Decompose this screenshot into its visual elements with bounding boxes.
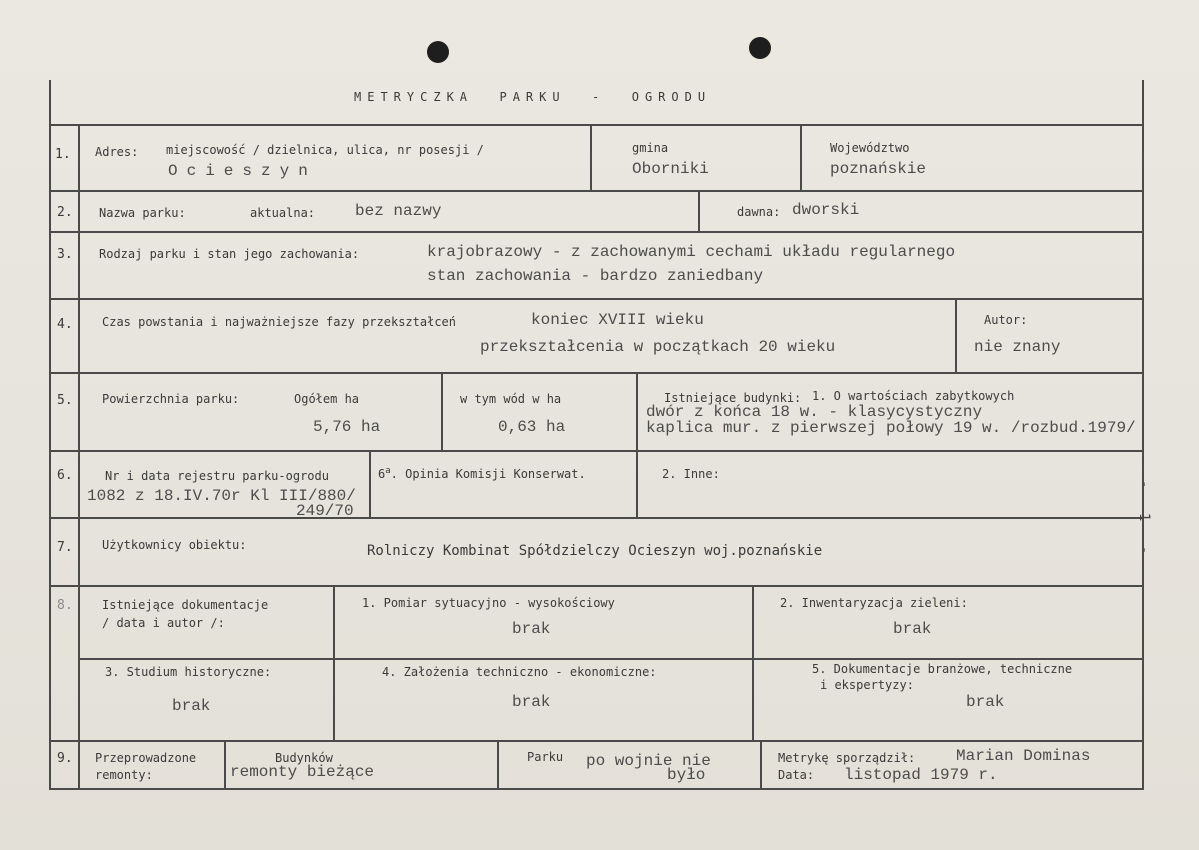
users-label: Użytkownicy obiektu: xyxy=(102,538,247,552)
buildings-historic-label: 1. O wartościach zabytkowych xyxy=(812,389,1015,403)
number-column-divider xyxy=(78,124,80,788)
building-chapel-value: kaplica mur. z pierwszej połowy 19 w. /rozbud.1979/ xyxy=(646,419,1136,437)
row-number: 4. xyxy=(57,317,73,332)
cell-divider xyxy=(752,585,754,740)
creation-time-value: koniec XVIII wieku xyxy=(531,311,704,329)
creation-time-label: Czas powstania i najważniejsze fazy przekształceń xyxy=(102,315,457,329)
park-name-label: Nazwa parku: xyxy=(99,206,186,220)
row-number: 2. xyxy=(57,205,73,220)
buildings-label: Istniejące budynki: xyxy=(664,391,802,405)
address-value: Ocieszyn xyxy=(168,162,317,180)
total-area-value: 5,76 ha xyxy=(313,418,381,436)
building-manor-value: dwór z końca 18 w. - klasycystyczny xyxy=(646,403,983,421)
address-label: Adres: xyxy=(95,145,139,159)
industry-docs-label: 5. Dokumentacje branżowe, techniczne xyxy=(812,662,1073,676)
page-number-mark: - 1 - xyxy=(1136,480,1152,563)
date-label: Data: xyxy=(778,768,815,782)
author-value: nie znany xyxy=(974,338,1061,356)
building-repairs-label: Budynków xyxy=(275,751,333,765)
conservator-opinion-label xyxy=(378,466,586,481)
cell-divider xyxy=(441,372,443,450)
row-number: 6. xyxy=(57,468,73,483)
rule xyxy=(49,450,1142,452)
rule xyxy=(49,231,1142,233)
park-type-label: Rodzaj parku i stan jego zachowania: xyxy=(99,247,360,261)
repairs-label: Przeprowadzone xyxy=(95,751,197,765)
total-area-label: Ogółem ha xyxy=(294,392,360,406)
prepared-by-label: Metrykę sporządził: xyxy=(778,751,916,765)
punch-hole-left xyxy=(427,41,449,63)
park-area-label: Powierzchnia parku: xyxy=(102,392,240,406)
building-repairs-value: remonty bieżące xyxy=(230,763,375,781)
row-number: 8. xyxy=(57,598,73,613)
water-area-value: 0,63 ha xyxy=(498,418,566,436)
cell-divider xyxy=(955,298,957,372)
technical-assumptions-label: 4. Założenia techniczno - ekonomiczne: xyxy=(382,665,657,679)
punch-hole-right xyxy=(749,37,771,59)
gmina-value: Oborniki xyxy=(632,160,709,178)
register-label: Nr i data rejestru parku-ogrodu xyxy=(105,469,329,483)
rule xyxy=(49,585,1142,587)
cell-divider xyxy=(333,585,335,740)
park-repairs-value: po wojnie nie xyxy=(586,752,711,770)
rule xyxy=(49,517,1142,519)
industry-docs-sublabel: i ekspertyzy: xyxy=(820,678,914,692)
row-number: 1. xyxy=(55,147,71,162)
rule xyxy=(49,298,1142,300)
other-label: 2. Inne: xyxy=(662,467,720,481)
documentation-sublabel: / data i autor /: xyxy=(102,616,225,630)
cell-divider xyxy=(800,124,802,190)
wojewodztwo-value: poznańskie xyxy=(830,160,927,178)
water-area-label: w tym wód w ha xyxy=(460,392,562,406)
industry-docs-value: brak xyxy=(966,693,1005,711)
historical-study-value: brak xyxy=(172,697,211,715)
row-number: 5. xyxy=(57,393,73,408)
preservation-value: stan zachowania - bardzo zaniedbany xyxy=(427,267,764,285)
cell-divider xyxy=(369,450,371,517)
rule xyxy=(49,190,1142,192)
users-value: Rolniczy Kombinat Spółdzielczy Ocieszyn woj.poznańskie xyxy=(367,543,823,559)
row-number: 9. xyxy=(57,751,73,766)
historical-study-label: 3. Studium historyczne: xyxy=(105,665,272,679)
rule xyxy=(49,740,1142,742)
transformations-value: przekształcenia w początkach 20 wieku xyxy=(480,338,836,356)
form-title: METRYCZKA PARKU - OGRODU xyxy=(354,90,712,104)
cell-divider xyxy=(590,124,592,190)
park-repairs-value-continued: było xyxy=(667,766,706,784)
gmina-label: gmina xyxy=(632,141,669,155)
survey-value: brak xyxy=(512,620,551,638)
cell-divider xyxy=(224,740,226,788)
cell-divider xyxy=(760,740,762,788)
cell-divider xyxy=(636,372,638,450)
cell-divider xyxy=(636,450,638,517)
row-number: 3. xyxy=(57,247,73,262)
address-fields-label: miejscowość / dzielnica, ulica, nr posesji / xyxy=(166,143,484,157)
rule xyxy=(49,124,1142,126)
opinion-superscript: a xyxy=(385,466,391,476)
park-type-value: krajobrazowy - z zachowanymi cechami układu regularnego xyxy=(427,243,956,261)
former-name-value: dworski xyxy=(792,201,860,219)
cell-divider xyxy=(698,190,700,231)
repairs-sublabel: remonty: xyxy=(95,768,153,782)
former-name-label: dawna: xyxy=(737,205,781,219)
documentation-label: Istniejące dokumentacje xyxy=(102,598,269,612)
row-number: 7. xyxy=(57,540,73,555)
author-label: Autor: xyxy=(984,313,1028,327)
prepared-by-value: Marian Dominas xyxy=(956,747,1091,765)
opinion-number: 6 xyxy=(378,467,386,481)
date-value: listopad 1979 r. xyxy=(844,766,998,784)
current-name-label: aktualna: xyxy=(250,206,316,220)
wojewodztwo-label: Województwo xyxy=(830,141,910,155)
register-value-continued: 249/70 xyxy=(296,502,354,520)
greenery-inventory-label: 2. Inwentaryzacja zieleni: xyxy=(780,596,968,610)
rule xyxy=(79,658,1142,660)
opinion-text: . Opinia Komisji Konserwat. xyxy=(390,467,586,481)
current-name-value: bez nazwy xyxy=(355,202,442,220)
register-value: 1082 z 18.IV.70r Kl III/880/ xyxy=(87,487,356,505)
rule xyxy=(49,372,1142,374)
survey-label: 1. Pomiar sytuacyjno - wysokościowy xyxy=(362,596,615,610)
technical-assumptions-value: brak xyxy=(512,693,551,711)
cell-divider xyxy=(497,740,499,788)
greenery-inventory-value: brak xyxy=(893,620,932,638)
park-repairs-label: Parku xyxy=(527,750,564,764)
